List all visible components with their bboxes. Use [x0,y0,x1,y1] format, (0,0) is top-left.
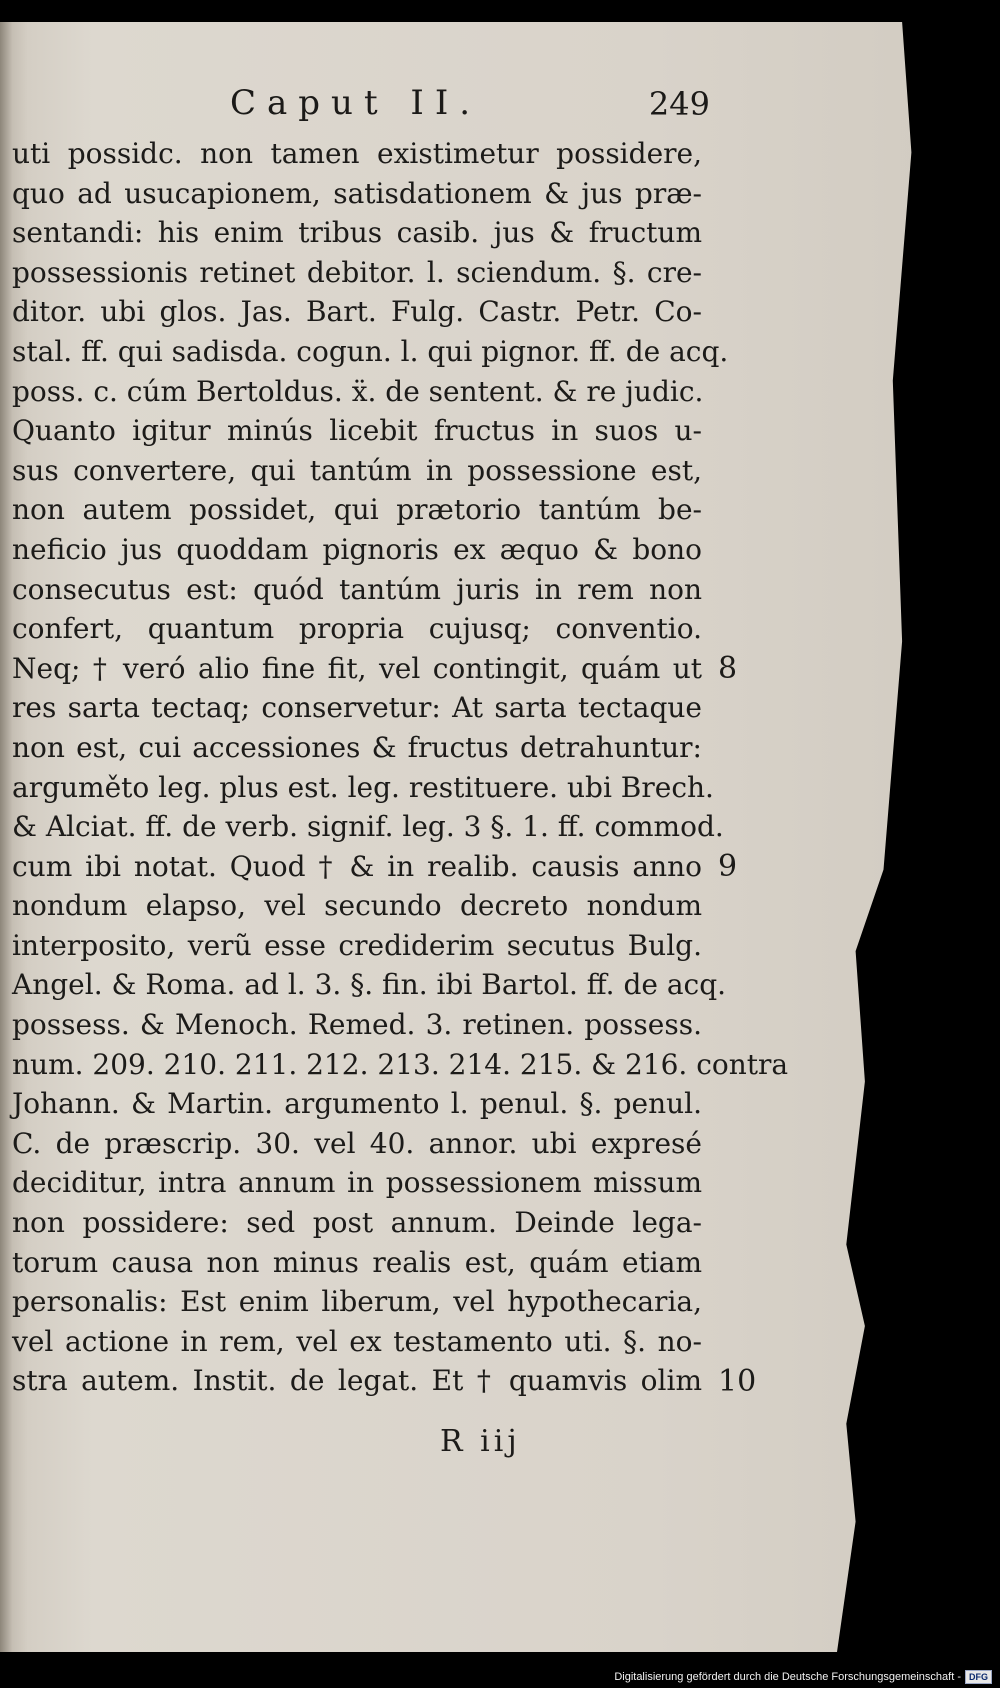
text-line: Quanto igitur minús licebit fructus in suos u- [12,414,702,448]
text-line: uti possidc. non tamen existimetur possidere, [12,137,702,170]
credit-text: Digitalisierung gefördert durch die Deutsche Forschungsgemeinschaft - [614,1671,961,1683]
signature-mark: R iij [440,1424,521,1459]
digitization-credit [614,1668,992,1686]
text-line: arguměto leg. plus est. leg. restituere. ubi Brech. [12,770,714,804]
page-number: 249 [648,85,710,123]
running-header [230,83,710,127]
text-line: stal. ff. qui sadisda. cogun. l. qui pignor. ff. de acq. [12,334,729,368]
text-line: consecutus est: quód tantúm juris in rem non [12,572,702,606]
text-line: cum ibi notat. Quod † & in realib. causis anno [12,849,702,883]
text-line: deciditur, intra annum in possessionem missum [12,1166,702,1200]
text-line: quo ad usucapionem, satisdationem & jus præ- [12,176,702,210]
page-gutter-edge [0,22,12,1652]
text-line: ditor. ubi glos. Jas. Bart. Fulg. Castr. Petr. Co- [12,295,702,329]
text-line: Angel. & Roma. ad l. 3. §. fin. ibi Bartol. ff. de acq. [12,968,727,1002]
text-line: non est, cui accessiones & fructus detrahuntur: [12,730,702,764]
text-line: torum causa non minus realis est, quám etiam [12,1245,702,1279]
text-line: possessionis retinet debitor. l. sciendum. §. cre- [12,255,702,289]
text-line: confert, quantum propria cujusq; conventio. [12,612,702,646]
dfg-logo-icon: DFG [965,1670,992,1684]
text-line: non autem possidet, qui prætorio tantúm be- [12,493,702,527]
text-line: poss. c. cúm Bertoldus. ẍ. de sentent. & re judic. [12,374,704,408]
text-line: sus convertere, qui tantúm in possessione est, [12,453,702,487]
text-line: & Alciat. ff. de verb. signif. leg. 3 §. 1. ff. commod. [12,810,724,844]
body-text [12,134,789,1401]
margin-note-number: 8 [718,650,738,686]
text-line: non possidere: sed post annum. Deinde lega- [12,1206,702,1240]
text-line: neficio jus quoddam pignoris ex æquo & bono [12,532,702,566]
margin-note-number: 10 [718,1363,757,1399]
text-line: personalis: Est enim liberum, vel hypothecaria, [12,1285,702,1319]
text-line: stra autem. Instit. de legat. Et † quamvis olim [12,1364,702,1398]
chapter-title: Caput II. [230,83,482,123]
text-line: res sarta tectaq; conservetur: At sarta tectaque [12,691,702,725]
text-line: num. 209. 210. 211. 212. 213. 214. 215. & 216. contra [12,1047,789,1081]
text-line: Johann. & Martin. argumento l. penul. §. penul. [12,1087,702,1121]
text-line: Neq; † veró alio fine fit, vel contingit, quám ut [12,651,702,685]
text-line: possess. & Menoch. Remed. 3. retinen. possess. [12,1008,702,1042]
text-line: nondum elapso, vel secundo decreto nondum [12,889,702,923]
text-line: interposito, verũ esse crediderim secutus Bulg. [12,928,702,962]
text-line: C. de præscrip. 30. vel 40. annor. ubi expresé [12,1126,702,1160]
text-line: vel actione in rem, vel ex testamento uti. §. no- [12,1324,702,1358]
text-line: sentandi: his enim tribus casib. jus & fructum [12,216,702,250]
margin-note-number: 9 [718,848,738,884]
